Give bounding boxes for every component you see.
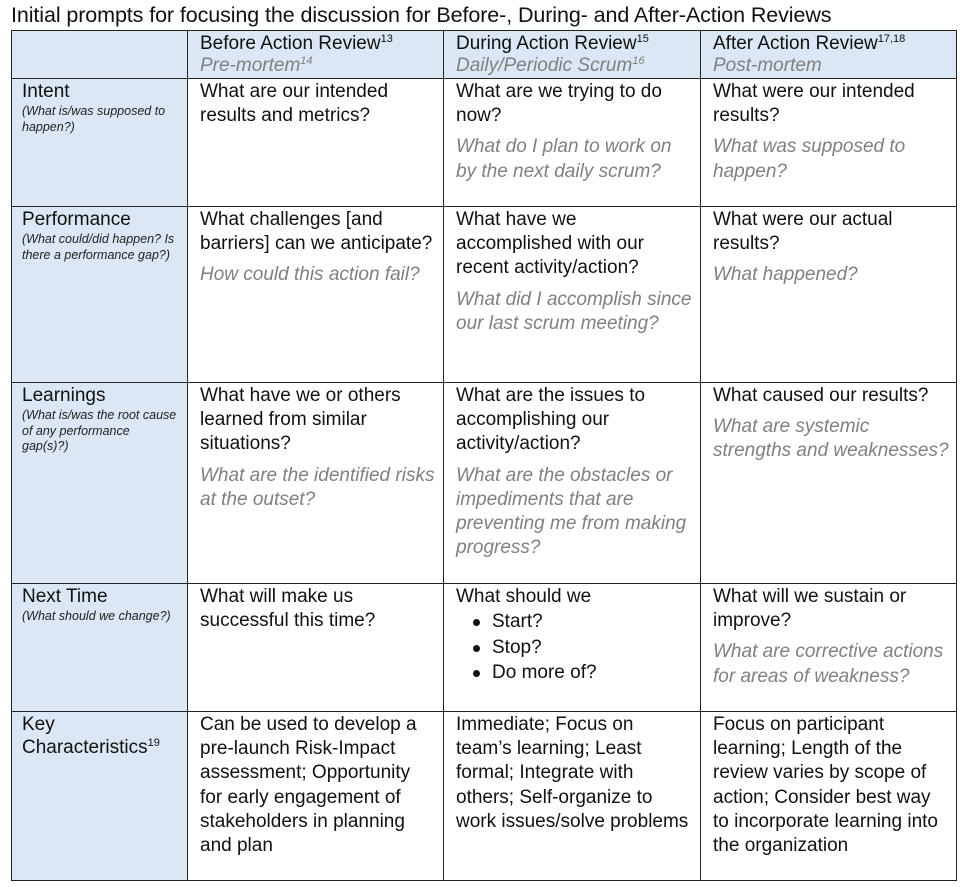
row-label: Learnings	[22, 385, 106, 406]
corner-cell	[12, 31, 188, 79]
bullet-list	[456, 609, 694, 686]
footnote-ref: 15	[636, 33, 649, 45]
cell-question: Can be used to develop a pre-launch Risk-Impact assessment; Opportunity for early engagement of stakeholders in planning and plan	[200, 714, 417, 857]
column-header-after	[701, 31, 957, 79]
cell-prompt: What are the obstacles or impediments that are preventing me from making progress?	[456, 464, 687, 559]
row-label: Performance	[22, 209, 131, 230]
table-cell	[188, 712, 444, 881]
table-cell	[701, 207, 957, 383]
row-header	[12, 79, 188, 207]
table-cell	[701, 383, 957, 584]
column-header-before	[188, 31, 444, 79]
footnote-ref: 17,18	[877, 33, 906, 45]
table-row-next-time	[12, 584, 957, 712]
table-cell	[188, 79, 444, 207]
cell-prompt: What are systemic strengths and weaknesses?	[713, 416, 949, 462]
table-cell	[188, 383, 444, 584]
cell-prompt: What happened?	[713, 264, 858, 286]
table-cell	[444, 584, 701, 712]
cell-question: What challenges [and barriers] can we anticipate?	[200, 209, 433, 255]
row-sublabel: (What is/was the root cause of any performance gap(s)?)	[22, 408, 177, 453]
column-label: During Action Review	[456, 33, 637, 54]
column-header-during	[444, 31, 701, 79]
cell-prompt: What are corrective actions for areas of weakness?	[713, 641, 944, 687]
table-cell	[701, 584, 957, 712]
row-sublabel: (What could/did happen? Is there a performance gap?)	[22, 232, 175, 262]
row-label: Next Time	[22, 586, 108, 607]
cell-prompt: What was supposed to happen?	[713, 136, 906, 182]
cell-question: What should we	[456, 586, 592, 607]
column-sublabel: Post-mortem	[713, 55, 822, 76]
list-item: Stop?	[492, 635, 694, 661]
cell-question: What were our actual results?	[713, 209, 893, 255]
row-header	[12, 383, 188, 584]
table-cell	[444, 79, 701, 207]
list-item: Do more of?	[492, 660, 694, 686]
cell-question: What have we accomplished with our recent activity/action?	[456, 209, 644, 279]
cell-question: What are our intended results and metrics?	[200, 81, 389, 127]
cell-question: What are we trying to do now?	[456, 81, 662, 127]
cell-question: What have we or others learned from similar situations?	[200, 385, 401, 455]
column-sublabel: Daily/Periodic Scrum	[456, 55, 633, 76]
table-row-intent	[12, 79, 957, 207]
cell-question: Focus on participant learning; Length of the review varies by scope of action; Consider best way to incorporate learning into the organization	[713, 714, 938, 857]
table-cell	[188, 584, 444, 712]
table-row-learnings	[12, 383, 957, 584]
table-row-key-characteristics	[12, 712, 957, 881]
column-label: Before Action Review	[200, 33, 381, 54]
cell-prompt: How could this action fail?	[200, 264, 420, 286]
cell-question: What were our intended results?	[713, 81, 915, 127]
row-sublabel: (What is/was supposed to happen?)	[22, 104, 166, 134]
header-row	[12, 31, 957, 79]
cell-question: What will make us successful this time?	[200, 586, 376, 632]
table-cell	[444, 712, 701, 881]
table-row-performance	[12, 207, 957, 383]
document-title: Initial prompts for focusing the discussion for Before-, During- and After-Action Reviews	[11, 3, 832, 27]
table-cell	[444, 207, 701, 383]
cell-prompt: What do I plan to work on by the next daily scrum?	[456, 136, 672, 182]
table-cell	[701, 79, 957, 207]
cell-prompt: What are the identified risks at the outset?	[200, 464, 435, 510]
row-header	[12, 584, 188, 712]
footnote-ref: 14	[300, 55, 313, 67]
cell-question: Immediate; Focus on team’s learning; Least formal; Integrate with others; Self-organize to work issues/solve problems	[456, 714, 689, 832]
footnote-ref: 16	[632, 55, 645, 67]
cell-prompt: What did I accomplish since our last scrum meeting?	[456, 288, 692, 334]
row-label: Intent	[22, 81, 70, 102]
footnote-ref: 19	[147, 737, 160, 749]
table-cell	[444, 383, 701, 584]
footnote-ref: 13	[380, 33, 393, 45]
column-sublabel: Pre-mortem	[200, 55, 301, 76]
list-item: Start?	[492, 609, 694, 635]
row-label: Key Characteristics	[22, 714, 148, 758]
cell-question: What will we sustain or improve?	[713, 586, 907, 632]
row-header	[12, 712, 188, 881]
cell-question: What are the issues to accomplishing our activity/action?	[456, 385, 646, 455]
review-prompts-table	[11, 30, 957, 881]
cell-question: What caused our results?	[713, 385, 929, 406]
row-header	[12, 207, 188, 383]
column-label: After Action Review	[713, 33, 878, 54]
row-sublabel: (What should we change?)	[22, 609, 171, 623]
table-cell	[701, 712, 957, 881]
table-cell	[188, 207, 444, 383]
